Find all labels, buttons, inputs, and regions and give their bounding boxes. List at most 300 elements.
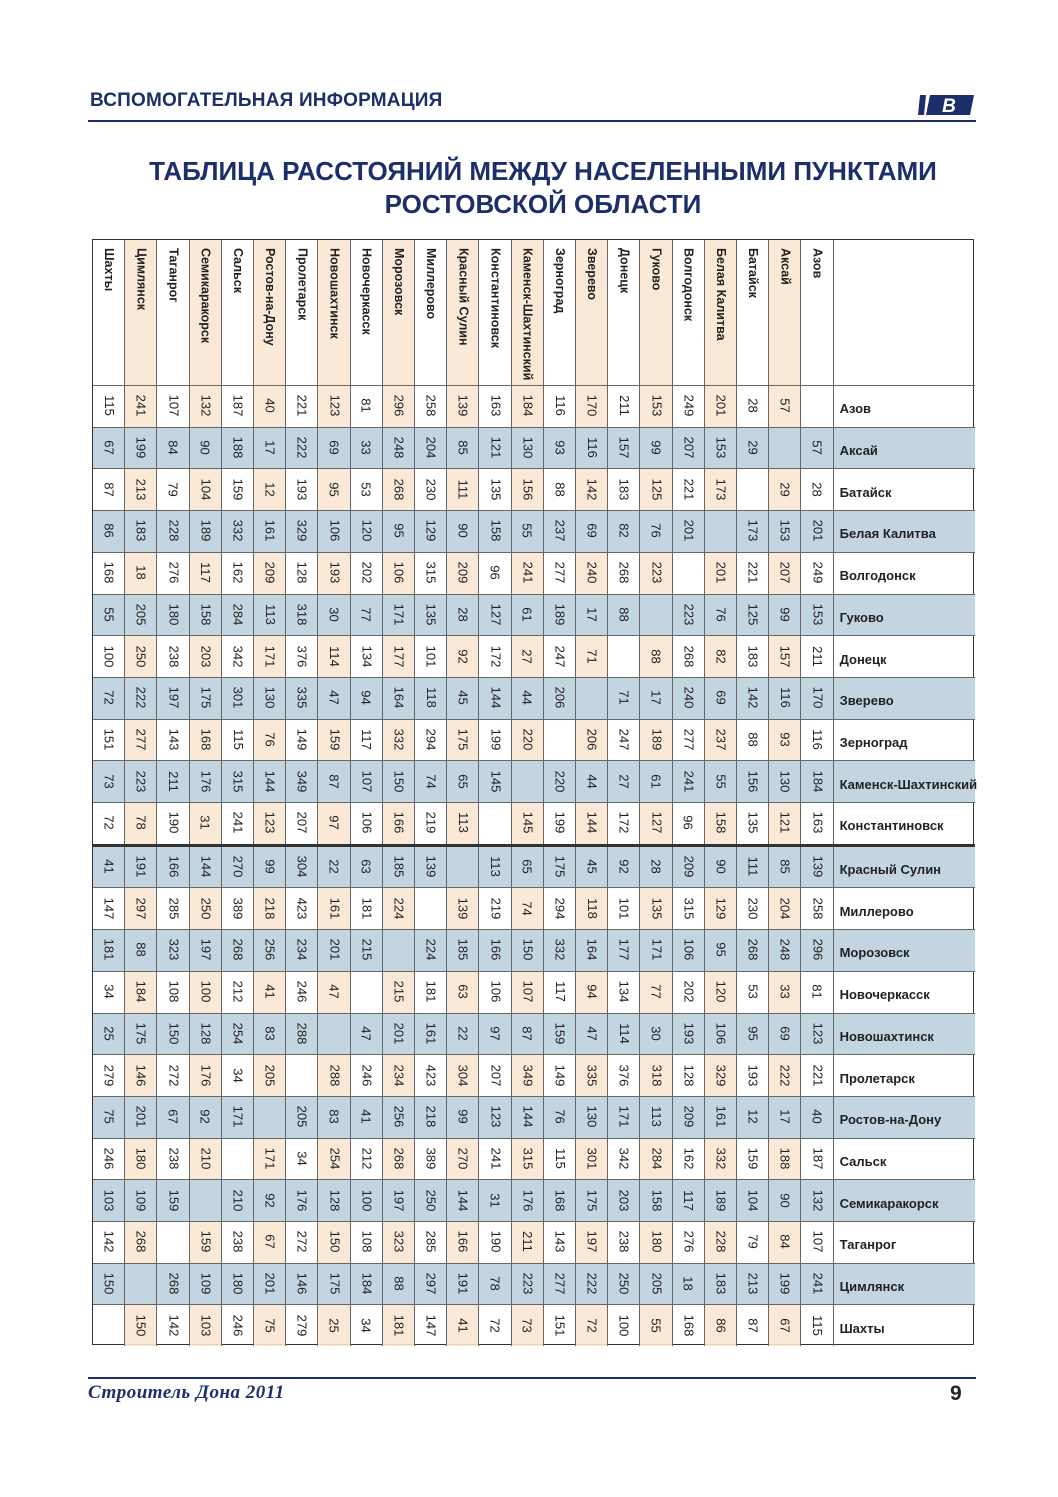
table-cell-value: 144 [520,1105,536,1128]
table-cell-value: 139 [455,897,471,920]
table-cell [479,1263,511,1305]
table-cell [801,1263,833,1305]
table-cell [769,1263,801,1305]
table-cell-value: 277 [552,561,568,584]
table-cell [673,385,705,427]
table-cell [673,510,705,552]
table-cell [737,385,769,427]
table-cell-value: 228 [713,1230,729,1253]
table-cell [737,635,769,677]
table-cell [190,887,222,929]
table-cell [512,1054,544,1096]
table-cell-value: 61 [520,607,536,622]
column-header-label: Цимлянск [134,248,149,311]
table-cell-value: 76 [552,1109,568,1124]
table-cell-value: 106 [326,520,342,542]
table-cell [737,552,769,594]
table-cell-value: 128 [681,1064,697,1086]
table-cell-value: 85 [455,440,471,455]
table-cell-value: 323 [391,1230,407,1253]
table-cell-value: 159 [745,1147,761,1170]
table-cell [447,594,479,636]
table-cell-value: 106 [713,1022,729,1045]
table-cell [512,846,544,888]
table-cell-value: 44 [584,773,600,789]
table-cell-value: 183 [616,478,632,501]
table-cell-value: 207 [294,811,310,834]
table-cell-value: 268 [391,478,407,501]
table-cell-value: 127 [648,811,664,834]
table-cell-value: 238 [165,645,181,667]
table-cell [801,1054,833,1096]
table-cell-value: 27 [520,648,536,664]
table-cell-value: 142 [745,686,761,709]
table-cell-value: 171 [262,645,278,667]
table-cell-value: 123 [262,811,278,834]
table-cell-value: 202 [681,980,697,1003]
table-cell [351,929,383,971]
table-cell-value: 176 [520,1189,536,1211]
table-cell [512,427,544,469]
column-header [383,240,415,385]
table-cell-value: 230 [423,478,439,501]
row-label: Миллерово [839,903,914,919]
table-cell [351,802,383,844]
table-cell-value: 159 [552,1022,568,1045]
table-cell [383,1221,415,1263]
table-cell-value: 129 [423,520,439,542]
table-cell [640,929,672,971]
table-cell [640,760,672,802]
row-label: Таганрог [839,1237,897,1253]
table-cell [222,385,254,427]
table-cell [222,427,254,469]
table-cell [673,887,705,929]
table-cell-value: 67 [165,1109,181,1124]
table-cell-value: 185 [455,939,471,961]
column-header-label: Пролетарск [295,248,310,321]
table-cell [93,1263,125,1305]
table-cell-value: 211 [165,770,181,792]
table-cell-value: 342 [616,1147,632,1170]
table-cell-value: 175 [198,686,214,709]
table-cell-value: 254 [326,1147,342,1170]
table-cell-value: 210 [230,1189,246,1211]
table-cell-value: 304 [455,1064,471,1086]
table-cell-value: 17 [262,440,278,455]
table-cell [447,1096,479,1138]
table-cell-value: 144 [198,855,214,878]
table-cell-value: 209 [681,855,697,878]
table-cell-value: 181 [423,980,439,1003]
table-cell [222,887,254,929]
column-header [351,240,383,385]
table-cell [351,427,383,469]
table-cell [479,635,511,677]
table-cell-value: 240 [681,686,697,709]
column-header [512,240,544,385]
table-cell [479,1221,511,1263]
table-cell [190,802,222,844]
table-cell [157,677,189,719]
table-cell-value: 213 [133,478,149,501]
table-cell [479,719,511,761]
table-cell-value: 79 [165,482,181,497]
table-cell-value: 204 [423,436,439,459]
table-cell [801,427,833,469]
table-cell [576,802,608,844]
table-cell-value: 17 [648,690,664,705]
table-cell [769,635,801,677]
column-header [479,240,511,385]
table-cell-value: 277 [133,728,149,751]
table-cell [737,971,769,1013]
table-cell-value: 100 [101,645,117,667]
table-cell [190,971,222,1013]
table-cell-value: 147 [423,1314,439,1337]
table-cell [157,385,189,427]
table-cell-value: 296 [809,939,825,961]
table-cell [93,635,125,677]
table-cell [125,427,157,469]
table-cell [286,677,318,719]
table-cell-value: 315 [230,770,246,792]
table-cell-value: 115 [552,1148,568,1169]
table-cell [93,719,125,761]
table-cell-value: 158 [713,811,729,834]
table-cell-value: 149 [552,1064,568,1086]
table-cell [415,1179,447,1221]
table-cell [318,1263,350,1305]
table-cell [576,760,608,802]
table-cell [415,510,447,552]
table-cell [286,1179,318,1221]
table-cell [125,1221,157,1263]
table-cell-value: 270 [455,1147,471,1170]
table-cell-value: 159 [165,1189,181,1211]
table-cell-value: 284 [648,1147,664,1170]
table-cell [447,635,479,677]
table-cell-value: 83 [326,1109,342,1124]
table-cell-value: 175 [455,728,471,751]
table-cell [447,385,479,427]
table-cell [286,1263,318,1305]
table-cell-value: 120 [359,520,375,542]
table-cell [576,719,608,761]
table-cell [157,846,189,888]
table-cell [608,887,640,929]
table-cell [383,1179,415,1221]
table-cell [769,971,801,1013]
table-cell [415,1221,447,1263]
table-cell-value: 78 [133,815,149,831]
table-cell [801,846,833,888]
table-cell-value: 117 [198,562,214,584]
table-cell [383,677,415,719]
table-cell [157,887,189,929]
table-cell-value: 268 [616,561,632,584]
table-cell [769,1054,801,1096]
table-cell-value: 88 [745,732,761,747]
table-cell [512,1096,544,1138]
table-cell-value: 277 [552,1272,568,1295]
table-cell-value: 96 [487,565,503,580]
table-cell-value: 115 [230,729,246,750]
row-label: Белая Калитва [839,526,936,542]
table-cell [93,677,125,719]
table-cell [576,427,608,469]
table-cell [576,1304,608,1346]
table-cell [286,1304,318,1346]
table-cell-value: 82 [713,648,729,664]
table-cell-value: 158 [648,1189,664,1211]
table-cell-value: 76 [262,732,278,747]
table-cell-value: 246 [230,1314,246,1337]
svg-text:B: B [942,96,956,117]
table-cell-value: 190 [165,811,181,834]
table-cell [576,385,608,427]
table-cell-value: 329 [294,520,310,542]
table-cell-value: 130 [584,1105,600,1128]
table-cell [608,1013,640,1055]
table-cell [705,1221,737,1263]
table-cell [318,1221,350,1263]
table-cell-value: 128 [294,561,310,584]
table-cell [705,1138,737,1180]
table-cell-value: 72 [487,1318,503,1333]
table-cell-value: 57 [777,398,793,414]
table-cell-value: 197 [584,1230,600,1253]
table-cell-value: 304 [294,855,310,878]
table-cell-value: 277 [681,728,697,751]
table-cell [576,1013,608,1055]
table-cell [93,1054,125,1096]
table-cell-value: 205 [262,1064,278,1086]
table-cell-value: 256 [391,1105,407,1128]
table-cell-value: 212 [359,1147,375,1170]
table-cell-value: 134 [359,645,375,667]
column-header-label: Шахты [102,248,117,292]
table-cell-value: 189 [713,1189,729,1211]
table-cell-value: 85 [777,859,793,874]
table-cell [673,594,705,636]
table-cell-value: 221 [294,394,310,417]
table-cell-value: 139 [809,855,825,878]
table-cell [351,635,383,677]
row-label: Волгодонск [839,568,916,584]
table-cell [415,1096,447,1138]
table-cell-value: 153 [809,603,825,626]
table-cell-value: 249 [809,561,825,584]
table-cell [383,760,415,802]
table-cell [544,1054,576,1096]
table-cell-value: 201 [809,520,825,542]
header-rule [88,120,976,122]
table-cell-value: 206 [552,686,568,709]
table-cell [640,677,672,719]
table-cell [576,929,608,971]
row-label: Каменск-Шахтинский [839,776,978,792]
table-cell [705,468,737,510]
table-cell-value: 41 [455,1318,471,1333]
table-cell-value: 72 [101,690,117,705]
table-cell [125,887,157,929]
table-cell [383,1263,415,1305]
table-cell [705,1304,737,1346]
table-cell [351,1304,383,1346]
table-cell-value: 150 [165,1022,181,1045]
table-cell [254,760,286,802]
table-cell-value: 238 [230,1230,246,1253]
table-cell-value: 67 [101,440,117,455]
table-cell-value: 161 [423,1022,439,1045]
table-cell-value: 135 [423,603,439,626]
table-cell [705,677,737,719]
table-cell-value: 168 [552,1189,568,1211]
table-cell [93,887,125,929]
table-cell-value: 114 [326,645,342,667]
table-cell [125,971,157,1013]
table-cell-value: 163 [809,811,825,834]
column-header-label: Константиновск [488,248,503,348]
table-cell [222,1013,254,1055]
table-cell-value: 67 [777,1318,793,1333]
table-cell-value: 40 [809,1109,825,1124]
footer-rule [88,1377,976,1379]
table-cell-value: 224 [423,939,439,961]
table-cell-value: 220 [520,728,536,751]
table-cell-value: 63 [455,984,471,999]
table-cell [544,846,576,888]
table-cell-value: 175 [326,1272,342,1295]
table-cell-value: 100 [359,1189,375,1211]
table-cell [190,1096,222,1138]
table-cell [222,635,254,677]
table-cell [415,1304,447,1346]
table-cell [479,468,511,510]
table-cell [254,427,286,469]
column-header-label: Батайск [746,248,761,298]
table-cell [351,887,383,929]
table-cell [415,1013,447,1055]
table-cell-value: 34 [294,1151,310,1166]
table-cell-value: 47 [359,1026,375,1041]
table-cell [576,1179,608,1221]
table-cell-value: 41 [101,859,117,874]
table-cell-value: 82 [616,523,632,539]
table-cell [286,1221,318,1263]
distance-table [92,239,978,1345]
table-cell [673,929,705,971]
table-cell [640,1138,672,1180]
table-cell-value: 193 [326,561,342,584]
table-cell-value: 158 [487,520,503,542]
table-cell-value: 107 [520,980,536,1003]
table-cell-value: 12 [745,1109,761,1124]
table-cell [222,677,254,719]
table-cell [222,929,254,971]
table-cell-value: 87 [101,482,117,497]
table-cell-value: 332 [391,728,407,751]
table-cell [544,760,576,802]
table-cell-value: 144 [455,1189,471,1211]
table-cell [544,1304,576,1346]
column-header-label: Гуково [649,248,664,291]
table-cell-value: 69 [584,523,600,539]
table-cell-value: 209 [681,1105,697,1128]
column-header [190,240,222,385]
table-cell-value: 99 [777,607,793,622]
page-title-line-2: РОСТОВСКОЙ ОБЛАСТИ [384,189,702,219]
table-cell [125,846,157,888]
table-cell-value: 201 [391,1022,407,1045]
table-cell [222,1179,254,1221]
table-cell-value: 202 [359,561,375,584]
table-cell-value: 29 [745,440,761,455]
table-cell [512,887,544,929]
table-cell-value: 88 [391,1276,407,1291]
table-cell-value: 288 [326,1064,342,1086]
table-cell [157,1263,189,1305]
table-cell [447,1179,479,1221]
table-cell [769,510,801,552]
table-cell-value: 73 [520,1318,536,1333]
table-cell-value: 125 [745,603,761,626]
table-cell [801,887,833,929]
table-cell [254,887,286,929]
table-cell [125,677,157,719]
table-cell [157,929,189,971]
table-cell [512,971,544,1013]
table-cell-value: 315 [681,897,697,920]
table-cell-value: 222 [584,1272,600,1295]
table-cell [222,552,254,594]
table-cell-value: 95 [391,523,407,539]
column-header-label: Красный Сулин [456,248,471,346]
table-cell [157,1304,189,1346]
table-cell-value: 189 [648,728,664,751]
page-title-line-1: ТАБЛИЦА РАССТОЯНИЙ МЕЖДУ НАСЕЛЕННЫМИ ПУНКТАМИ [149,156,937,186]
table-cell [512,594,544,636]
table-cell [157,635,189,677]
logo [918,93,974,117]
table-cell [608,468,640,510]
table-cell [190,594,222,636]
table-cell-value: 248 [777,939,793,961]
table-cell-value: 161 [262,520,278,542]
table-cell [383,1096,415,1138]
table-cell-value: 106 [681,939,697,961]
table-cell-value: 376 [294,645,310,667]
table-cell [125,802,157,844]
table-cell [157,468,189,510]
table-cell-value: 323 [165,939,181,961]
table-cell [447,1221,479,1263]
table-cell [190,719,222,761]
table-cell-value: 184 [520,394,536,417]
table-cell-value: 101 [423,645,439,667]
table-cell-value: 55 [520,523,536,539]
table-cell [254,1304,286,1346]
table-cell-value: 203 [616,1189,632,1211]
table-cell [415,929,447,971]
table-cell-value: 219 [487,897,503,920]
table-cell [640,1221,672,1263]
table-cell [479,594,511,636]
table-cell-value: 256 [262,939,278,961]
table-cell-value: 44 [520,690,536,705]
column-header [544,240,576,385]
